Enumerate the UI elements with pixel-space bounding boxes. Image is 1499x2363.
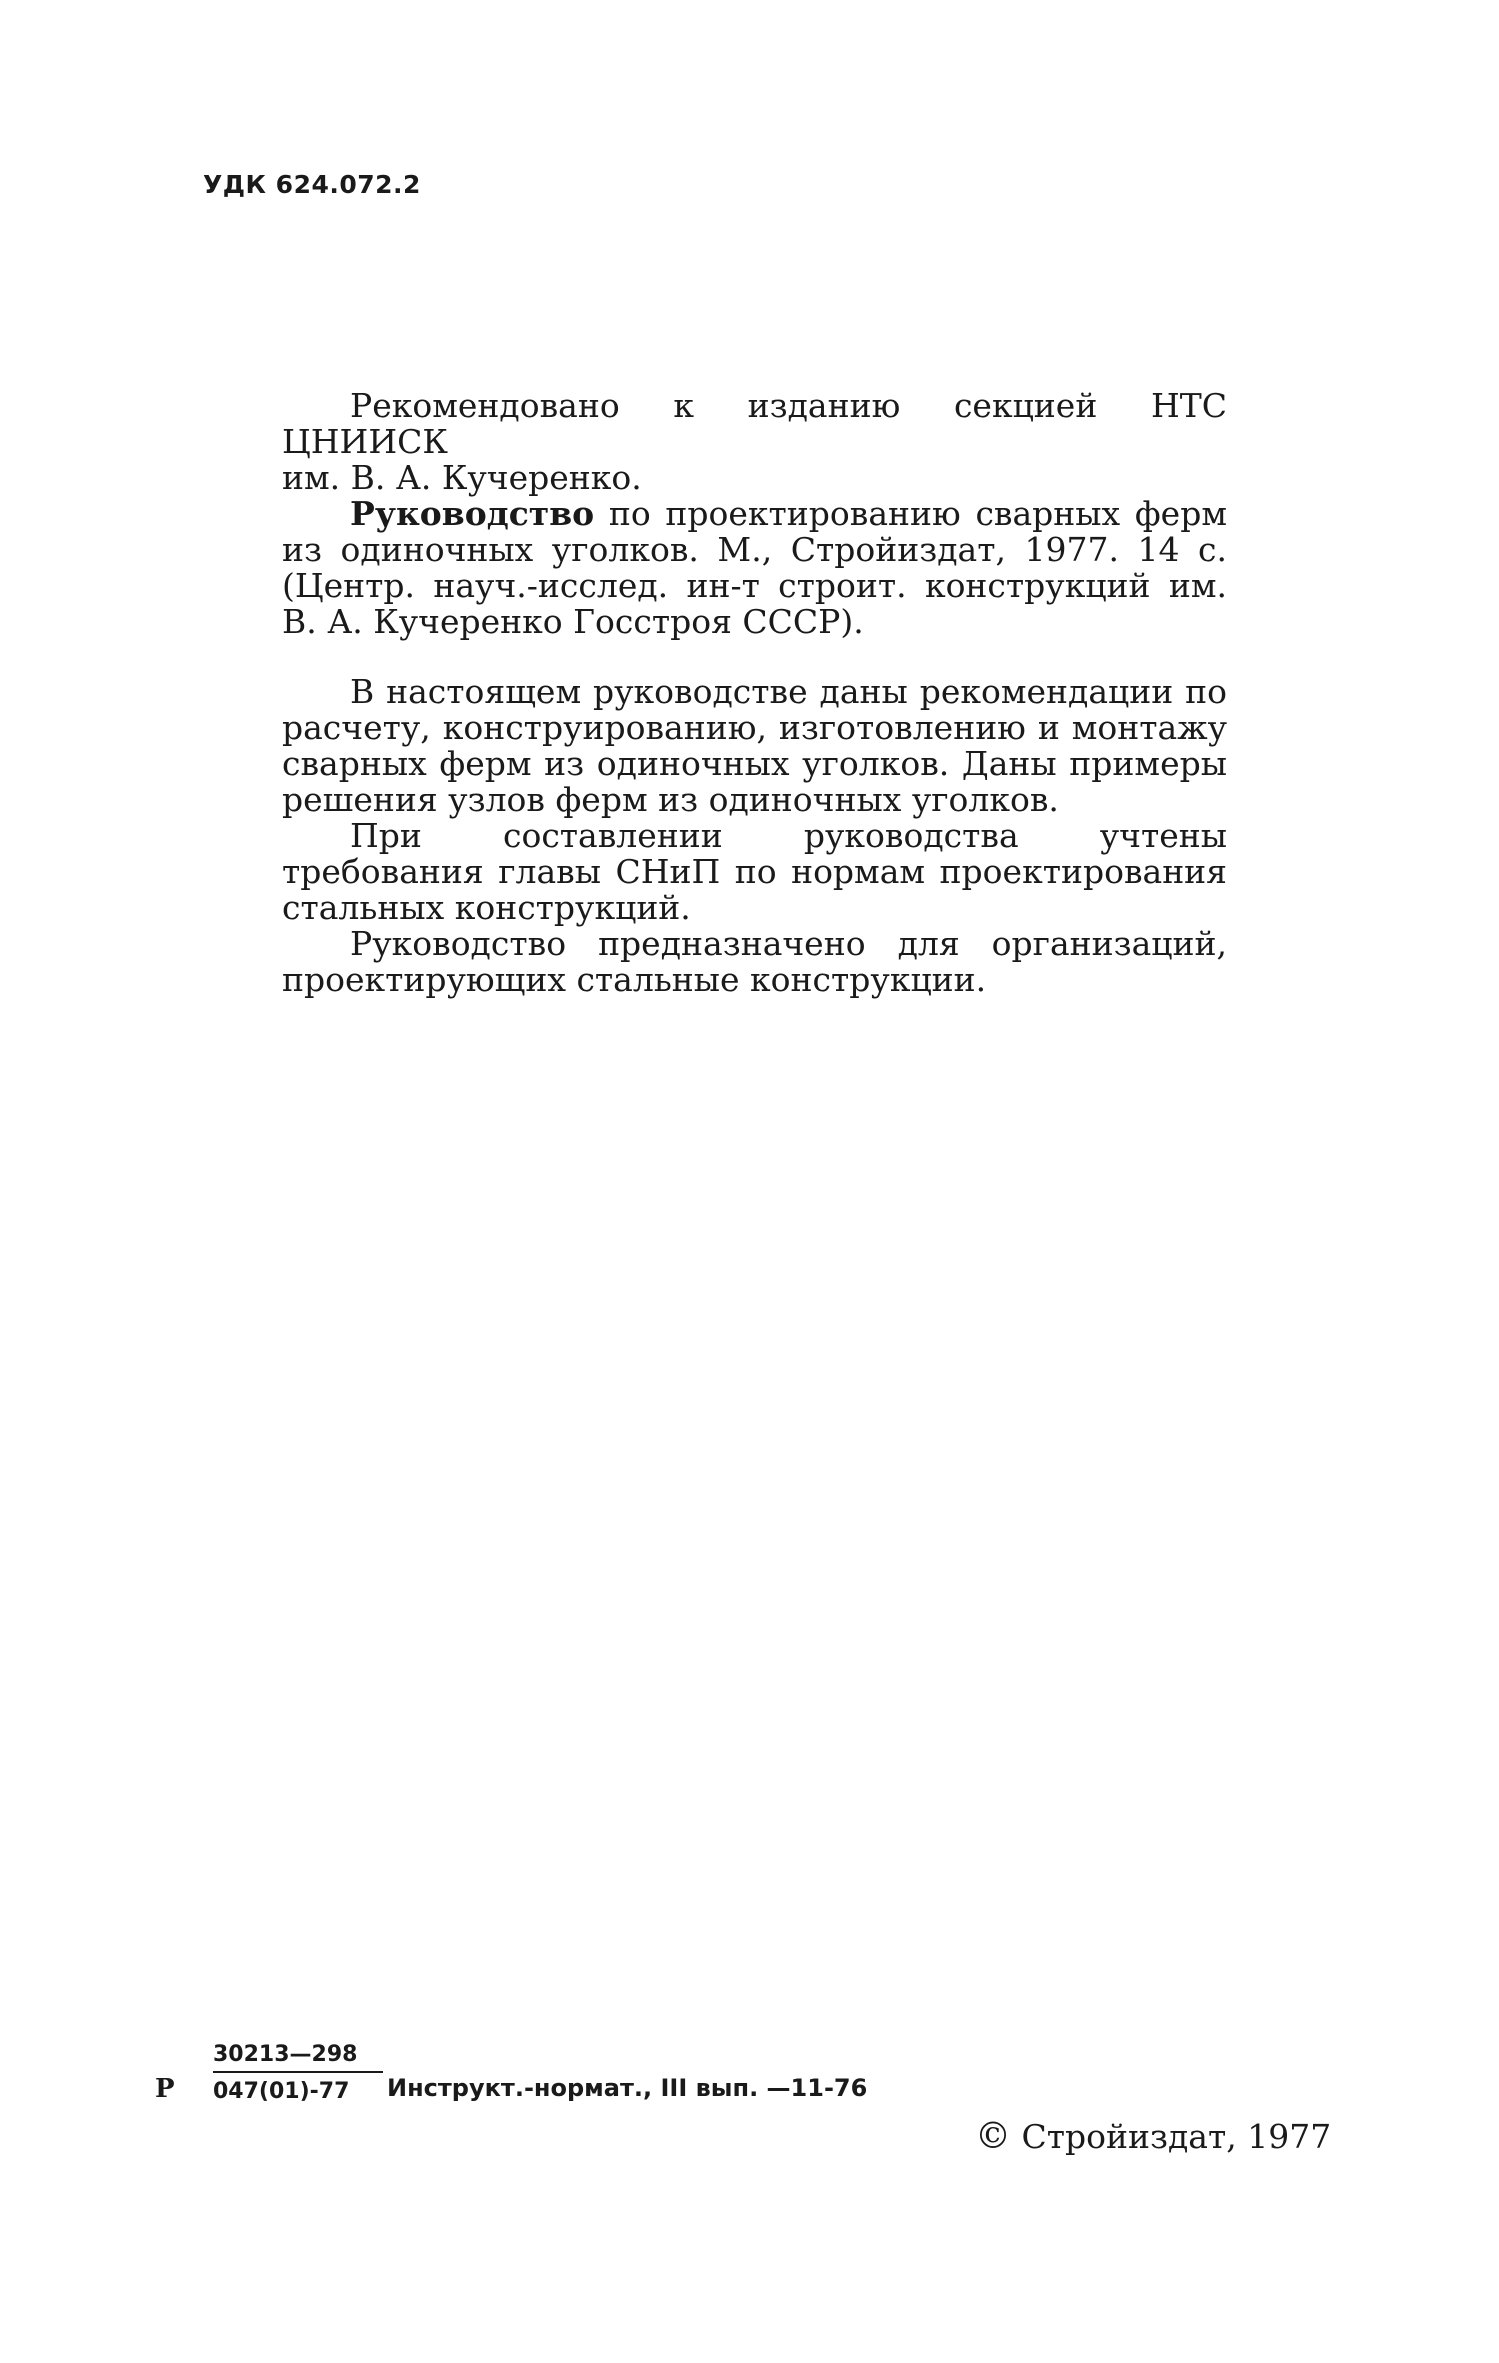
code-fraction [213, 2042, 383, 2104]
code-numerator: 30213—298 [213, 2042, 383, 2073]
summary-paragraph-2: При составлении руководства учтены требования главы СНиП по нормам проектирования стальных конструкций. [282, 816, 1227, 927]
summary-paragraph-1: В настоящем руководстве даны рекомендации по расчету, конструированию, изготовлению и монтажу сварных ферм из одиночных уголков. Даны примеры решения узлов ферм из одиночных уголков. [282, 672, 1227, 819]
summary-paragraph-3: Руководство предназначено для организаций, проектирующих стальные конструкции. [282, 924, 1227, 999]
recommendation-line-2: им. В. А. Кучеренко. [282, 458, 642, 497]
code-letter: Р [155, 2074, 175, 2104]
recommendation-line-1: Рекомендовано к изданию секцией НТС ЦНИИСК [282, 386, 1227, 461]
series-info: Инструкт.-нормат., III вып. —11-76 [387, 2074, 868, 2102]
annotation-block [282, 388, 1227, 998]
copyright-line [975, 2116, 1331, 2157]
udk-code: УДК 624.072.2 [203, 170, 421, 199]
copyright-icon: © [975, 2116, 1011, 2157]
code-denominator: 047(01)-77 [213, 2079, 350, 2104]
publication-codes [155, 2042, 915, 2122]
citation-title: Руководство [350, 494, 595, 533]
copyright-text: Стройиздат, 1977 [1011, 2117, 1332, 2156]
citation-text [282, 496, 1227, 640]
recommendation-text [282, 388, 1227, 496]
citation-details: по проектированию сварных ферм из одиночных уголков. М., Стройиздат, 1977. 14 с. (Центр. науч.-исслед. ин-т строит. конструкций им. В. А. Кучеренко Госстроя СССР). [282, 494, 1227, 641]
